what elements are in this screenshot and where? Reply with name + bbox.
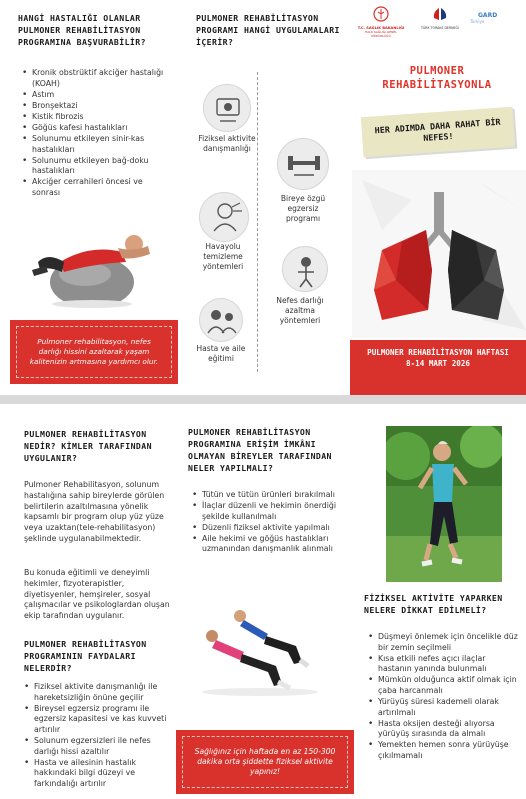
gard-logo-text: GARD (478, 12, 498, 19)
exercise-ball-photo (30, 222, 158, 310)
dotted-connector (257, 72, 258, 372)
caption-activity-counseling: Fiziksel aktivite danışmanlığı (198, 134, 256, 153)
exercise-program-icon (277, 138, 329, 190)
ministry-logo-subtext: HALK SAĞLIĞI GENEL MÜDÜRLÜĞÜ (365, 30, 397, 38)
program-contents-heading: PULMONER REHABİLİTASYON PROGRAMI HANGİ UYGULAMALARI İÇERİR? (196, 13, 340, 47)
team-paragraph: Bu konuda eğitimli ve deneyimli hekimler, fizyoterapistler, diyetisyenler, hemşireler, sosyal çalışmacılar ve psikologlardan oluşan ekip tarafından uygulanır. (24, 568, 170, 621)
list-item: • Akciğer cerrahileri öncesi ve sonrası (20, 177, 170, 198)
patient-education-icon (199, 298, 243, 342)
list-item: • Düşmeyi önlemek için öncelikle düz bir zemin seçilmeli (366, 632, 518, 653)
lungs-illustration (352, 170, 526, 338)
no-access-heading: PULMONER REHABİLİTASYON PROGRAMINA ERİŞİM İMKÂNI OLMAYAN BİREYLER TARAFINDAN NELER YAPILMALI? (188, 427, 332, 473)
eligibility-list (20, 68, 170, 199)
what-is-pr-heading: PULMONER REHABİLİTASYON NEDİR? KİMLER TARAFINDAN UYGULANIR? (24, 429, 152, 463)
couple-exercise-photo (198, 594, 328, 698)
ttd-logo (420, 6, 460, 30)
ttd-lungs-icon (432, 6, 448, 22)
activity-caution-list (366, 632, 518, 762)
weekly-activity-note (176, 730, 354, 794)
campaign-title: PULMONER REHABİLİTASYONLA (382, 65, 492, 91)
list-item: • Bronşektazi (20, 101, 170, 112)
list-item: • Kronik obstrüktif akciğer hastalığı (KOAH) (20, 68, 170, 89)
list-item: • Göğüs kafesi hastalıkları (20, 123, 170, 134)
list-item: • Mümkün olduğunca aktif olmak için çaba harcanmalı (366, 675, 518, 696)
caption-exercise-program: Bireye özgü egzersiz programı (280, 194, 326, 223)
caption-patient-education: Hasta ve aile eğitimi (196, 344, 246, 363)
list-item: • Düzenli fiziksel aktivite yapılmalı (190, 523, 348, 534)
ministry-logo-text: T.C. SAĞLIK BAKANLIĞI (357, 26, 405, 30)
list-item: • Solunumu etkileyen bağ-doku hastalıkları (20, 156, 170, 177)
awareness-week-title: PULMONER REHABİLİTASYON HAFTASI (367, 348, 509, 357)
list-item: • Solunum egzersizleri ile nefes darlığı hissi azaltılır (22, 736, 174, 757)
list-item: • Fiziksel aktivite danışmanlığı ile hareketsizliğin önüne geçilir (22, 682, 174, 703)
benefits-list (22, 682, 174, 790)
ttd-logo-text: TÜRK TORAKS DERNEĞİ (421, 26, 459, 30)
list-item: • Hasta ve ailesinin hastalık hakkındaki bilgi düzeyi ve farkındalığı artırılır (22, 758, 174, 790)
awareness-week-dates: 8-14 MART 2026 (405, 359, 470, 368)
what-is-pr-paragraph: Pulmoner Rehabilitasyon, solunum hastalığına sahip bireylerde görülen belirtilerin azaltılmasına yönelik kapsamlı bir program olup yüz yüze veya uzaktan(tele-rehabilitasyon) şeklinde uygulanabilmektedir. (24, 480, 165, 543)
ministry-emblem-icon (373, 6, 389, 22)
list-item: • Kısa etkili nefes açıcı ilaçlar hastanın yanında bulunmalı (366, 654, 518, 675)
list-item: • Solunumu etkileyen sinir-kas hastalıkları (20, 134, 170, 155)
weekly-activity-text: Sağlığınız için haftada en az 150-300 dakika orta şiddette fiziksel aktivite yapınız! (194, 747, 336, 776)
list-item: • Bireysel egzersiz programı ile egzersiz kapasitesi ve kas kuvveti artırılır (22, 704, 174, 736)
caption-breathlessness: Nefes darlığı azaltma yöntemleri (276, 296, 324, 325)
awareness-week-box (350, 340, 526, 395)
quality-of-life-note (10, 320, 178, 384)
gard-logo-subtext: Türkiye (470, 19, 485, 24)
no-access-list (190, 490, 348, 556)
list-item: • Hasta oksijen desteği alıyorsa yürüyüş sırasında da almalı (366, 719, 518, 740)
slogan-banner (361, 107, 515, 158)
list-item: • Kistik fibrozis (20, 112, 170, 123)
breathlessness-icon (282, 246, 328, 292)
quality-of-life-text: Pulmoner rehabilitasyon, nefes darlığı hissini azaltarak yaşam kalitenizin artmasına yardımcı olur. (29, 337, 159, 366)
gard-logo (468, 12, 520, 24)
brochure-outside-panel (0, 0, 526, 395)
ministry-logo (356, 6, 406, 38)
airway-clearance-icon (199, 192, 249, 242)
eligibility-heading: HANGİ HASTALIĞI OLANLAR PULMONER REHABİLİTASYON PROGRAMINA BAŞVURABİLİR? (18, 13, 146, 47)
logo-bar (350, 6, 522, 38)
list-item: • Tütün ve tütün ürünleri bırakılmalı (190, 490, 348, 501)
caption-airway-clearance: Havayolu temizleme yöntemleri (202, 242, 244, 271)
jogging-woman-photo (386, 426, 502, 582)
list-item: • İlaçlar düzenli ve hekimin önerdiği şekilde kullanılmalı (190, 501, 348, 522)
activity-counseling-icon (203, 84, 251, 132)
list-item: • Yemekten hemen sonra yürüyüşe çıkılmamalı (366, 740, 518, 761)
list-item: • Aile hekimi ve göğüs hastalıkları uzmanından danışmanlık alınmalı (190, 534, 348, 555)
slogan-text: HER ADIMDA DAHA RAHAT BİR NEFES! (374, 116, 501, 144)
brochure-inside-panel (0, 404, 526, 799)
list-item: • Yürüyüş süresi kademeli olarak artırılmalı (366, 697, 518, 718)
benefits-heading: PULMONER REHABİLİTASYON PROGRAMININ FAYDALARI NELERDİR? (24, 639, 147, 673)
list-item: • Astım (20, 90, 170, 101)
activity-caution-heading: FİZİKSEL AKTİVİTE YAPARKEN NELERE DİKKAT EDİLMELİ? (364, 593, 503, 615)
